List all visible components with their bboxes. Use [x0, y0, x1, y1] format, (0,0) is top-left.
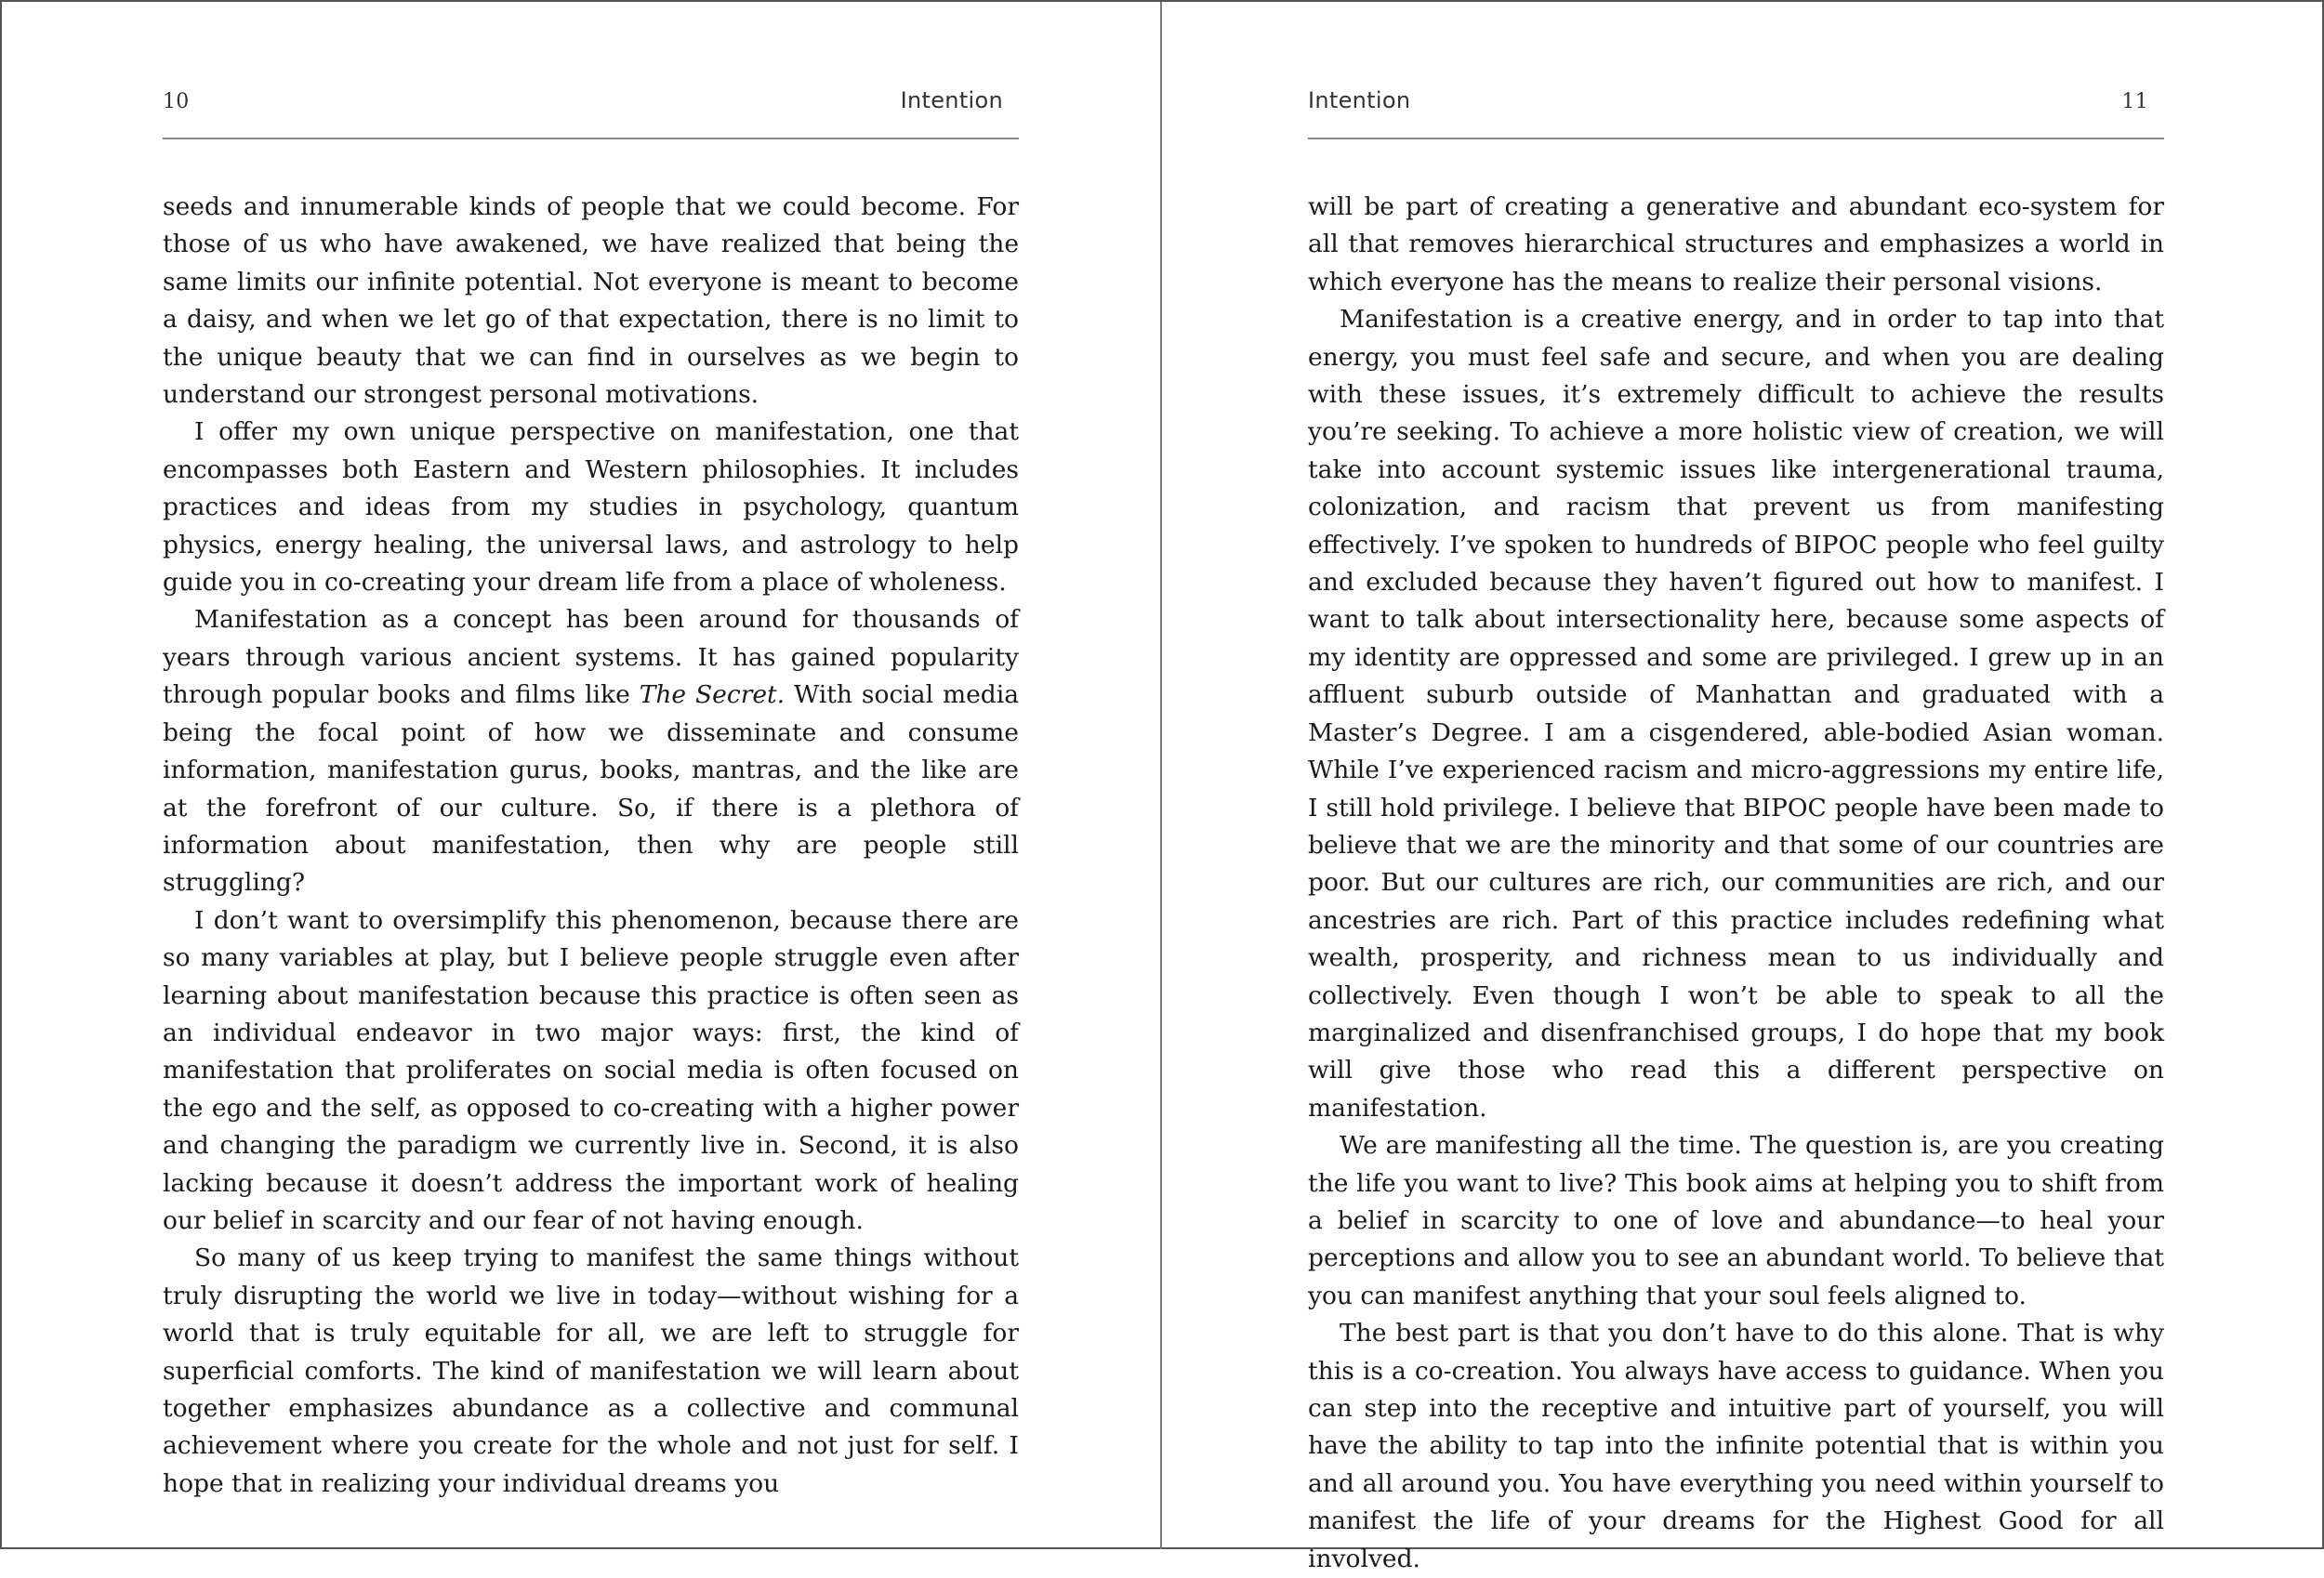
left-running-title: Intention	[900, 87, 1003, 113]
paragraph-text: The best part is that you don’t have to do this alone. That is why this is a co-creation. You always have access to guidance. When you can step into the receptive and intuitive part of yourself, you will have the ability to tap into the infinite potential that is within you and all around you. You have everything you need within yourself to manifest the life of your dreams for the Highest Good for all involved.	[1308, 1319, 2164, 1573]
right-body-text	[1308, 189, 2164, 1578]
right-page	[1308, 2, 2164, 1573]
paragraph-text: seeds and innumerable kinds of people that we could become. For those of us who have awakened, we have realized that being the same limits our infinite potential. Not everyone is meant to become a daisy, and when we let go of that expectation, there is no limit to the unique beauty that we can find in ourselves as we begin to understand our strongest personal motivations.	[163, 192, 1019, 410]
paragraph-text: We are manifesting all the time. The question is, are you creating the life you want to live? This book aims at helping you to shift from a belief in scarcity to one of love and abundance—to heal your perceptions and allow you to see an abundant world. To believe that you can manifest anything that your soul feels aligned to.	[1308, 1131, 2164, 1310]
body-paragraph	[1308, 1315, 2164, 1578]
left-page-number: 10	[163, 90, 190, 113]
body-paragraph	[163, 189, 1019, 414]
body-paragraph	[163, 902, 1019, 1241]
body-paragraph	[163, 601, 1019, 901]
paragraph-text: I don’t want to oversimplify this phenomenon, because there are so many variables at play, but I believe people struggle even after learning about manifestation because this practice is often seen as an individual endeavor in two major ways: first, the kind of manifestation that proliferates on social media is often focused on the ego and the self, as opposed to co-creating with a higher power and changing the paradigm we currently live in. Second, it is also lacking because it doesn’t address the important work of healing our belief in scarcity and our fear of not having enough.	[163, 905, 1019, 1235]
body-paragraph	[1308, 301, 2164, 1127]
left-running-head	[163, 87, 1019, 125]
paragraph-text: Manifestation as a concept has been around for thousands of years through various ancient systems. It has gained popularity through popular books and films like	[163, 605, 1019, 710]
paragraph-text: will be part of creating a generative and abundant eco-system for all that removes hierarchical structures and emphasizes a world in which everyone has the means to realize their personal visions.	[1308, 192, 2164, 296]
body-paragraph	[1308, 1127, 2164, 1315]
right-header-rule	[1308, 138, 2164, 139]
page-gutter	[1160, 2, 1162, 1549]
paragraph-text: With social media being the focal point of how we disseminate and consume information, manifestation gurus, books, mantras, and the like are at the forefront of our culture. So, if there is a plethora of information about manifestation, then why are people still struggling?	[163, 680, 1019, 898]
paragraph-text: I offer my own unique perspective on manifestation, one that encompasses both Eastern and Western philosophies. It includes practices and ideas from my studies in psychology, quantum physics, energy healing, the universal laws, and astrology to help guide you in co-creating your dream life from a place of wholeness.	[163, 417, 1019, 598]
left-body-text	[163, 189, 1019, 1503]
paragraph-text: Manifestation is a creative energy, and in order to tap into that energy, you must feel safe and secure, and when you are dealing with these issues, it’s extremely difficult to achieve the results you’re seeking. To achieve a more holistic view of creation, we will take into account systemic issues like intergenerational trauma, colonization, and racism that prevent us from manifesting effectively. I’ve spoken to hundreds of BIPOC people who feel guilty and excluded because they haven’t figured out how to manifest. I want to talk about intersectionality here, because some aspects of my identity are oppressed and some are privileged. I grew up in an affluent suburb outside of Manhattan and graduated with a Master’s Degree. I am a cisgendered, able-bodied Asian woman. While I’ve experienced racism and micro-aggressions my entire life, I still hold privilege. I believe that BIPOC people have been made to believe that we are the minority and that some of our countries are poor. But our cultures are rich, our communities are rich, and our ancestries are rich. Part of this practice includes redefining what wealth, prosperity, and richness mean to us individually and collectively. Even though I won’t be able to speak to all the marginalized and disenfranchised groups, I do hope that my book will give those who read this a different perspective on manifestation.	[1308, 305, 2164, 1123]
right-running-head	[1308, 87, 2164, 125]
right-running-title: Intention	[1308, 87, 1411, 113]
body-paragraph	[1308, 189, 2164, 301]
paragraph-text: So many of us keep trying to manifest the same things without truly disrupting the world we live in today—without wishing for a world that is truly equitable for all, we are left to struggle for superficial comforts. The kind of manifestation we will learn about together emphasizes abundance as a collective and communal achievement where you create for the whole and not just for self. I hope that in realizing your individual dreams you	[163, 1243, 1019, 1498]
italic-title-text: The Secret.	[639, 680, 786, 710]
right-page-number: 11	[2121, 90, 2148, 113]
left-page	[163, 2, 1019, 1545]
body-paragraph	[163, 414, 1019, 601]
left-header-rule	[163, 138, 1019, 139]
body-paragraph	[163, 1240, 1019, 1503]
